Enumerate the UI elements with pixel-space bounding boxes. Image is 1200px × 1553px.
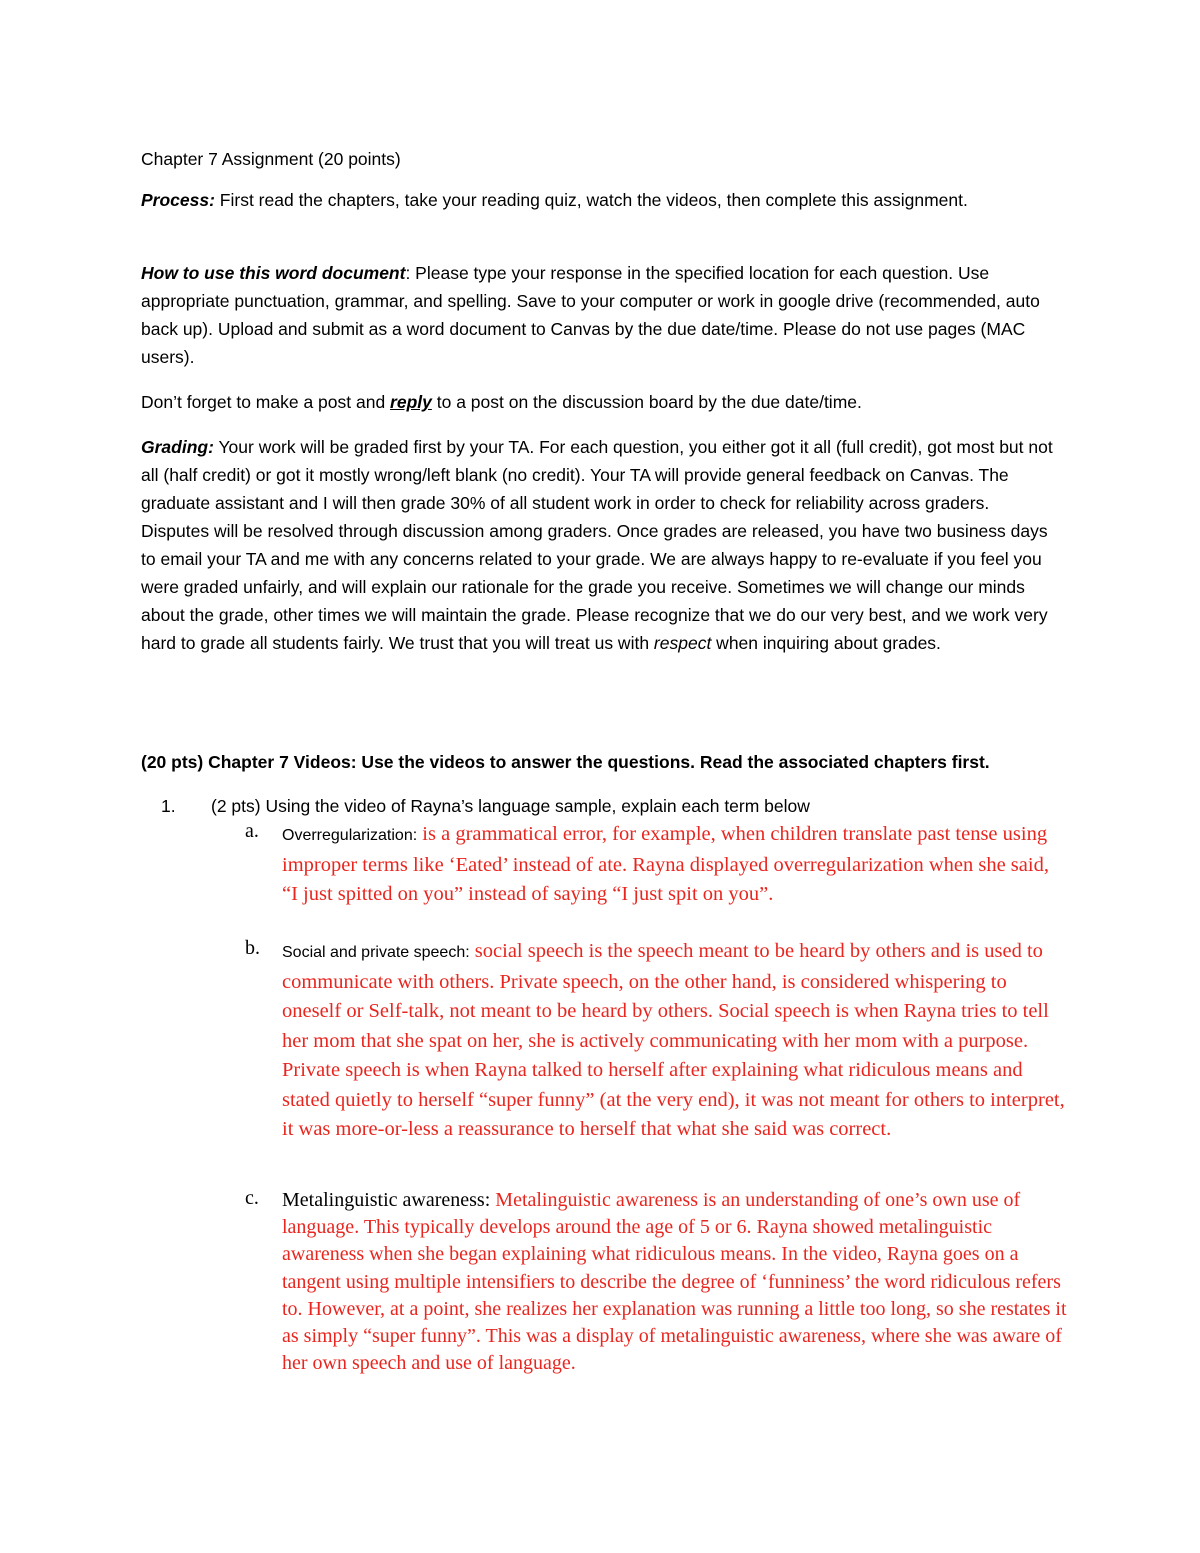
item-term: Metalinguistic awareness: xyxy=(282,1189,491,1211)
item-body xyxy=(282,1187,1067,1377)
howto-text: : Please type your response in the specified location for each question. Use appropriate punctuation, grammar, and spelling. Save to your computer or work in google drive (recommended, auto back up). Upload and submit as a word document to Canvas by the due date/time. Please do not use pages (MAC users). xyxy=(141,263,1040,367)
howto-paragraph xyxy=(141,259,1061,371)
reminder-emphasis: reply xyxy=(390,392,432,412)
reminder-before: Don’t forget to make a post and xyxy=(141,392,391,412)
grading-emphasis: respect xyxy=(653,633,712,653)
grading-label: Grading: xyxy=(141,437,214,457)
question-number: 1. xyxy=(161,796,176,816)
item-answer: social speech is the speech meant to be heard by others and is used to communicate with others. Private speech, on the other hand, is considered whispering to oneself or Self-talk, not meant to be heard by others. Social speech is when Rayna tries to tell her mom that she spat on her, she is actively communicating with her mom with a purpose. Private speech is when Rayna talked to herself after explaining what ridiculous means and stated quietly to herself “super funny” (at the very end), it was not meant for others to interpret, it was more-or-less a reassurance to herself that what she said was correct. xyxy=(282,940,1065,1140)
process-label: Process: xyxy=(141,190,215,210)
item-letter: c. xyxy=(245,1187,259,1209)
section-heading: (20 pts) Chapter 7 Videos: Use the videos to answer the questions. Read the associated chapters first. xyxy=(141,752,990,772)
question-text: (2 pts) Using the video of Rayna’s language sample, explain each term below xyxy=(211,796,810,816)
item-letter: a. xyxy=(245,820,259,842)
process-text: First read the chapters, take your reading quiz, watch the videos, then complete this assignment. xyxy=(214,190,968,210)
process-paragraph xyxy=(141,186,1041,214)
grading-paragraph xyxy=(141,433,1061,657)
page-title: Chapter 7 Assignment (20 points) xyxy=(141,149,401,169)
item-answer: is a grammatical error, for example, when children translate past tense using improper terms like ‘Eated’ instead of ate. Rayna displayed overregularization when she said, “I just spitted on you” instead of saying “I just spit on you”. xyxy=(282,823,1049,905)
item-letter: b. xyxy=(245,937,260,959)
reminder-after: to a post on the discussion board by the due date/time. xyxy=(431,392,862,412)
grading-end: when inquiring about grades. xyxy=(711,633,941,653)
item-answer: Metalinguistic awareness is an understanding of one’s own use of language. This typically develops around the age of 5 or 6. Rayna showed metalinguistic awareness when she began explaining what ridiculous means. In the video, Rayna goes on a tangent using multiple intensifiers to describe the degree of ‘funniness’ the word ridiculous refers to. However, at a point, she realizes her explanation was running a little too long, so she restates it as simply “super funny”. This was a display of metalinguistic awareness, where she was aware of her own speech and use of language. xyxy=(282,1189,1067,1375)
item-term: Overregularization: xyxy=(282,827,418,844)
howto-label: How to use this word document xyxy=(141,263,406,283)
item-body xyxy=(282,820,1067,910)
discussion-reminder xyxy=(141,388,1061,416)
item-body xyxy=(282,937,1067,1145)
item-term: Social and private speech: xyxy=(282,944,470,961)
grading-text: Your work will be graded first by your TA. For each question, you either got it all (full credit), got most but not all (half credit) or got it mostly wrong/left blank (no credit). Your TA will provide general feedback on Canvas. The graduate assistant and I will then grade 30% of all student work in order to check for reliability across graders. Disputes will be resolved through discussion among graders. Once grades are released, you have two business days to email your TA and me with any concerns related to your grade. We are always happy to re-evaluate if you feel you were graded unfairly, and will explain our rationale for the grade you receive. Sometimes we will change our minds about the grade, other times we will maintain the grade. Please recognize that we do our very best, and we work very hard to grade all students fairly. We trust that you will treat us with xyxy=(141,437,1053,653)
